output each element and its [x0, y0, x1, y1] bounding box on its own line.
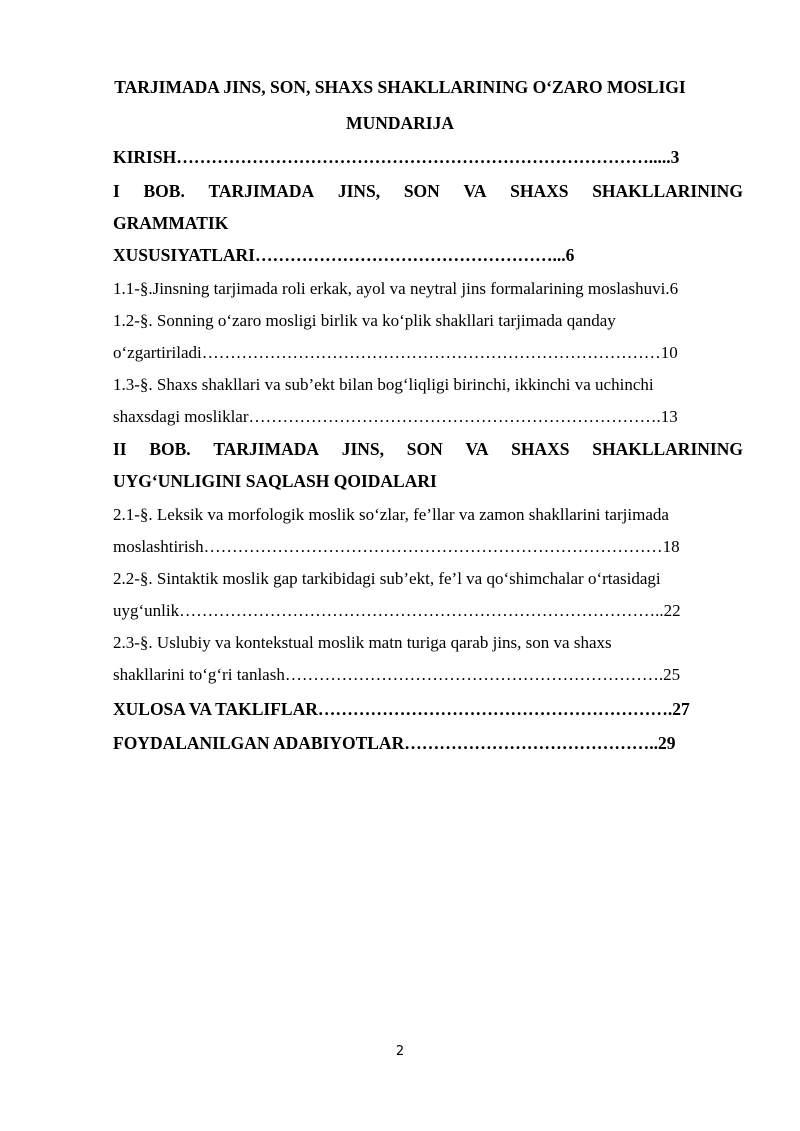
toc-entry-1-2-line1: 1.2-§. Sonning o‘zaro mosligi birlik va ko‘plik shakllari tarjimada qanday: [113, 311, 616, 330]
toc-word: VA: [465, 439, 489, 459]
toc-entry-chapter2-line2: UYG‘UNLIGINI SAQLASH QOIDALARI: [113, 471, 437, 491]
toc-entry-2-3-line2: shakllarini to‘g‘ri tanlash………………………………………………………….25: [113, 665, 681, 684]
toc-entry-kirish: KIRISH……………………………………………………………………….....3: [113, 147, 680, 167]
toc-entry-2-3-line1: 2.3-§. Uslubiy va kontekstual moslik matn turiga qarab jins, son va shaxs: [113, 633, 612, 652]
toc-word: SHAKLLARINING: [592, 181, 743, 201]
toc-entry-1-3-line2: shaxsdagi mosliklar……………………………………………………………….13: [113, 407, 678, 426]
toc-entry-1-1: 1.1-§.Jinsning tarjimada roli erkak, ayol va neytral jins formalarining moslashuvi.6: [113, 279, 679, 298]
toc-word: VA: [463, 181, 487, 201]
toc-word: JINS,: [341, 439, 385, 459]
page-number: 2: [395, 1044, 405, 1059]
toc-entry-chapter2-line1: [113, 438, 743, 460]
toc-word: II: [113, 439, 127, 459]
toc-word: BOB.: [149, 439, 191, 459]
toc-word: JINS,: [337, 181, 381, 201]
toc-heading: MUNDARIJA: [346, 113, 454, 133]
toc-entry-chapter1-line3: XUSUSIYATLARI……………………………………………...6: [113, 245, 575, 265]
toc-entry-2-2-line2: uyg‘unlik…………………………………………………………………………..22: [113, 601, 681, 620]
toc-entry-1-3-line1: 1.3-§. Shaxs shakllari va sub’ekt bilan bog‘liqligi birinchi, ikkinchi va uchinchi: [113, 375, 654, 394]
toc-word: TARJIMADA: [213, 439, 320, 459]
toc-word: BOB.: [143, 181, 185, 201]
toc-entry-2-2-line1: 2.2-§. Sintaktik moslik gap tarkibidagi sub’ekt, fe’l va qo‘shimchalar o‘rtasidagi: [113, 569, 661, 588]
toc-word: SHAXS: [510, 181, 569, 201]
document-title: TARJIMADA JINS, SON, SHAXS SHAKLLARINING O‘ZARO MOSLIGI: [114, 77, 686, 97]
toc-entry-1-2-line2: o‘zgartiriladi………………………………………………………………………10: [113, 343, 678, 362]
toc-word: TARJIMADA: [208, 181, 315, 201]
toc-word: SHAKLLARINING: [592, 439, 743, 459]
toc-entry-2-1-line1: 2.1-§. Leksik va morfologik moslik so‘zlar, fe’llar va zamon shakllarini tarjimada: [113, 505, 669, 524]
toc-word: I: [113, 181, 120, 201]
toc-word: SON: [406, 439, 443, 459]
toc-word: SON: [403, 181, 440, 201]
toc-entry-xulosa: XULOSA VA TAKLIFLAR…………………………………………………….27: [113, 699, 690, 719]
toc-word: SHAXS: [511, 439, 570, 459]
toc-entry-chapter1-line2: GRAMMATIK: [113, 213, 229, 233]
toc-entry-2-1-line2: moslashtirish………………………………………………………………………18: [113, 537, 680, 556]
toc-entry-chapter1-line1: [113, 180, 743, 202]
toc-entry-adabiyotlar: FOYDALANILGAN ADABIYOTLAR……………………………………..29: [113, 733, 676, 753]
